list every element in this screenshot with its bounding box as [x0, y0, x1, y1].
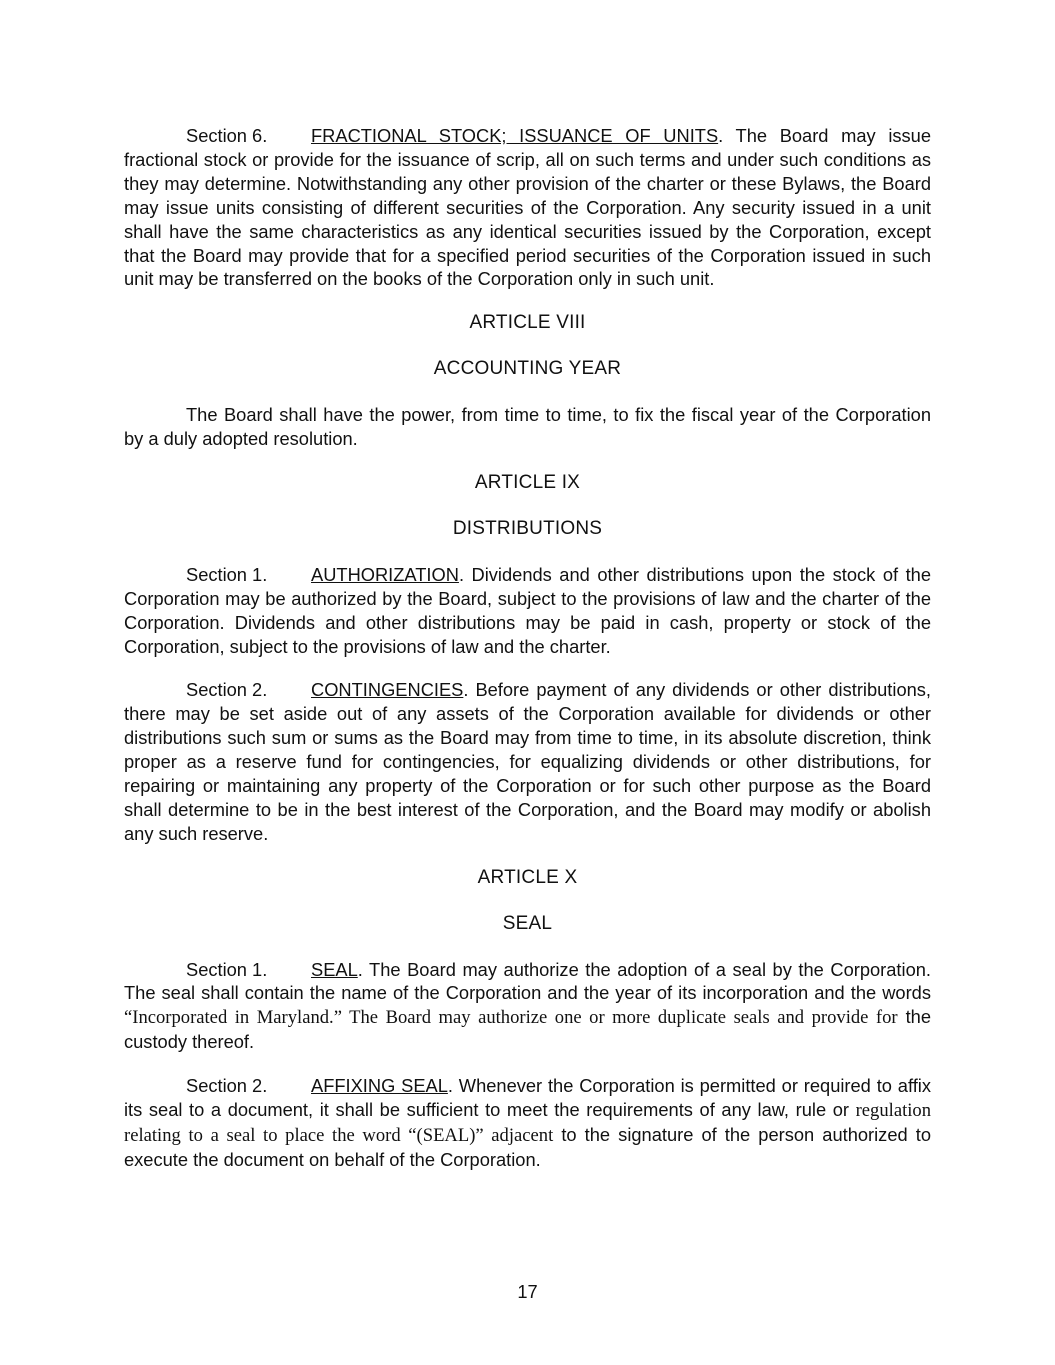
article8-paragraph: The Board shall have the power, from time to time, to fix the fiscal year of the Corporation by a duly adopted resolution.: [124, 404, 931, 450]
section-number: Section 2.: [186, 679, 268, 701]
section-title: AFFIXING SEAL: [311, 1075, 448, 1097]
section-title: AUTHORIZATION: [311, 563, 459, 585]
document-page: [124, 124, 931, 1192]
article9-section1-paragraph: [124, 563, 931, 659]
article8-subheading: ACCOUNTING YEAR: [433, 358, 622, 380]
section-number: Section 6.: [186, 125, 268, 146]
article9-heading: ARTICLE IX: [474, 471, 581, 493]
section-number: Section 1.: [186, 958, 268, 980]
article8-heading: ARTICLE VIII: [469, 312, 586, 334]
article9-subheading: DISTRIBUTIONS: [452, 517, 603, 539]
section-body: . The Board may issue fractional stock or provide for the issuance of scrip, all on such terms and under such conditions as they may determine. Notwithstanding any other provision of the charter or these Bylaws, the Board may issue units consisting of different securities of the Corporation. Any security issued in a unit shall have the same characteristics as any identical securities issued by the Corporation, except that the Board may provide that for a specified period securities of the Corporation issued in such unit may be transferred on the books of the Corporation only in such unit.: [124, 125, 931, 290]
section-body: . The Board may authorize the adoption of a seal by the Corporation. The seal shall contain the name of the Corporation and the year of its incorporation and the words: [124, 958, 931, 1004]
page-number: 17: [517, 1281, 538, 1302]
section-title: CONTINGENCIES: [311, 679, 464, 701]
article10-section2-paragraph: [124, 1074, 931, 1172]
section-body-serif: regulation relating to a seal to place the word “(SEAL)” adjacent: [124, 1100, 931, 1146]
section-body: . Dividends and other distributions upon the stock of the Corporation may be authorized by the Board, subject to the provisions of law and the charter of the Corporation. Dividends and other distributions may be paid in cash, property or stock of the Corporation, subject to the provisions of law and the charter.: [124, 563, 931, 657]
article10-heading: ARTICLE X: [477, 866, 578, 888]
article10-subheading: SEAL: [502, 912, 553, 934]
article10-section1-paragraph: [124, 958, 931, 1055]
section-body: . Before payment of any dividends or other distributions, there may be set aside out of any assets of the Corporation available for dividends or other distributions such sum or sums as the Board may from time to time, in its absolute discretion, think proper as a reserve fund for contingencies, for equalizing dividends or other distributions, for repairing or maintaining any property of the Corporation or for such other purpose as the Board shall determine to be in the best interest of the Corporation, and the Board may modify or abolish any such reserve.: [124, 679, 931, 844]
section-number: Section 1.: [186, 563, 268, 585]
article9-section2-paragraph: [124, 678, 931, 845]
section-body-end: to the signature of the person authorized to execute the document on behalf of the Corporation.: [124, 1124, 931, 1170]
section-number: Section 2.: [186, 1075, 268, 1097]
section-title: FRACTIONAL STOCK; ISSUANCE OF UNITS: [311, 125, 719, 146]
section-body-serif: “Incorporated in Maryland.” The Board may authorize one or more duplicate seals and provide for: [124, 1007, 898, 1029]
section-body-end: the custody thereof.: [124, 1006, 931, 1053]
section-title: SEAL: [311, 958, 358, 980]
article7-section6-paragraph: [124, 124, 931, 291]
section-body: . Whenever the Corporation is permitted or required to affix its seal to a document, it shall be sufficient to meet the requirements of any law, rule or: [124, 1075, 931, 1121]
